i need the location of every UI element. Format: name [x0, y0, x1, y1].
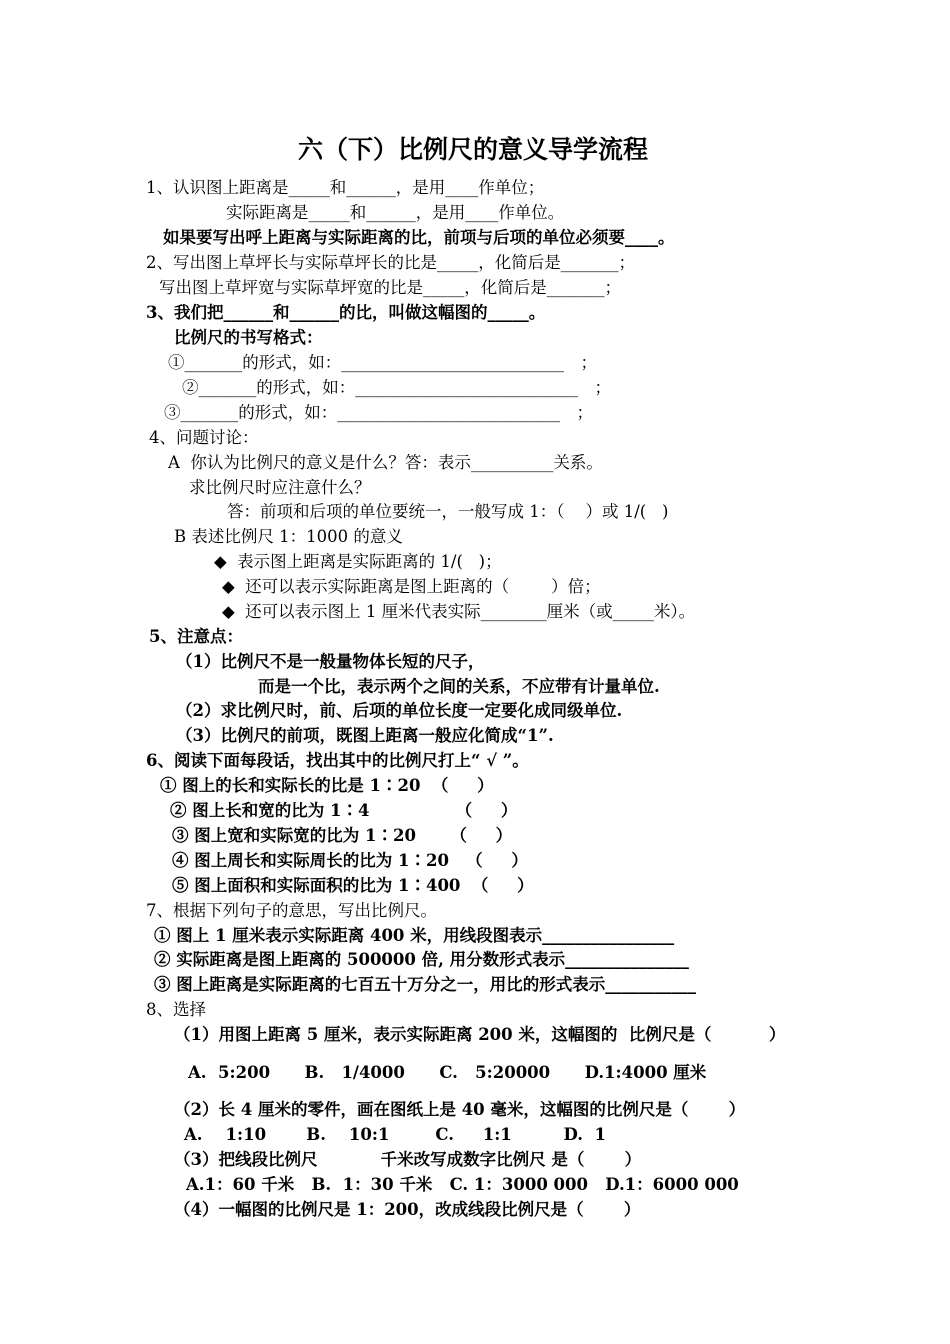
item-1-line-3: 如果要写出呼上距离与实际距离的比，前项与后项的单位必须要____。 — [163, 228, 675, 247]
item-3-format-2: ②_______的形式，如：___________________________ ； — [182, 378, 611, 397]
item-4-question-a: A 你认为比例尺的意义是什么？答：表示__________关系。 — [168, 453, 603, 472]
item-5-note-1b: 而是一个比，表示两个之间的关系，不应带有计量单位. — [258, 677, 660, 696]
item-4-heading: 4、问题讨论： — [149, 428, 259, 447]
item-4-question-b: B 表述比例尺 1：1000 的意义 — [174, 527, 403, 546]
item-3-format-heading: 比例尺的书写格式： — [174, 328, 323, 347]
item-4-question-a2: 求比例尺时应注意什么？ — [189, 478, 371, 497]
item-5-note-1: （1）比例尺不是一般量物体长短的尺子， — [176, 652, 485, 671]
item-6-heading: 6、阅读下面每段话，找出其中的比例尺打上“ √ ”。 — [146, 751, 529, 770]
item-6-option-1: ① 图上的长和实际长的比是 1∶20 （ ） — [160, 776, 494, 795]
item-4-answer-a2: 答：前项和后项的单位要统一，一般写成 1：（ ）或 1/( ) — [227, 502, 669, 521]
item-6-option-5: ⑤ 图上面积和实际面积的比为 1∶400 （ ） — [172, 876, 534, 895]
item-1-line-2: 实际距离是_____和______，是用____作单位。 — [226, 203, 565, 222]
page-title: 六（下）比例尺的意义导学流程 — [298, 135, 649, 164]
item-7-question-1: ① 图上 1 厘米表示实际距离 400 米，用线段图表示________________ — [154, 926, 675, 945]
item-2-line-1: 2、写出图上草坪长与实际草坪长的比是_____，化简后是_______； — [146, 253, 635, 272]
item-6-option-4: ④ 图上周长和实际周长的比为 1∶20 （ ） — [172, 851, 528, 870]
item-5-note-2: （2）求比例尺时，前、后项的单位长度一定要化成同级单位. — [176, 701, 623, 720]
item-3-format-1: ①_______的形式，如：___________________________ ； — [168, 353, 597, 372]
item-8-question-4: （4）一幅图的比例尺是 1：200，改成线段比例尺是（ ） — [174, 1200, 641, 1219]
item-4-bullet-2: ◆ 还可以表示实际距离是图上距离的（ ）倍； — [222, 577, 601, 596]
item-8-choices-1: A. 5:200 B. 1/4000 C. 5:20000 D.1:4000 厘米 — [188, 1063, 707, 1082]
item-6-option-3: ③ 图上宽和实际宽的比为 1∶20 （ ） — [172, 826, 513, 845]
item-8-question-1: （1）用图上距离 5 厘米，表示实际距离 200 米，这幅图的 比例尺是（ ） — [174, 1025, 786, 1044]
item-7-question-2: ② 实际距离是图上距离的 500000 倍, 用分数形式表示_______________ — [154, 950, 689, 969]
item-7-heading: 7、根据下列句子的意思，写出比例尺。 — [146, 901, 437, 920]
item-4-bullet-1: ◆ 表示图上距离是实际距离的 1/( )； — [214, 552, 502, 571]
item-8-question-2: （2）长 4 厘米的零件，画在图纸上是 40 毫米，这幅图的比例尺是（ ） — [174, 1100, 746, 1119]
item-7-question-3: ③ 图上距离是实际距离的七百五十万分之一，用比的形式表示___________ — [154, 975, 696, 994]
item-5-heading: 5、注意点： — [149, 627, 243, 646]
item-1-line-1: 1、认识图上距离是_____和______，是用____作单位； — [146, 178, 545, 197]
item-8-heading: 8、选择 — [146, 1000, 206, 1019]
item-8-question-3: （3）把线段比例尺 千米改写成数字比例尺 是（ ） — [174, 1150, 642, 1169]
item-6-option-2: ② 图上长和宽的比为 1∶4 （ ） — [170, 801, 518, 820]
item-8-choices-3: A.1：60 千米 B. 1：30 千米 C. 1：3000 000 D.1：6000 000 — [186, 1175, 739, 1194]
item-4-bullet-3: ◆ 还可以表示图上 1 厘米代表实际________厘米（或_____米）。 — [222, 602, 696, 621]
item-3-format-3: ③_______的形式，如：___________________________ ； — [164, 403, 593, 422]
item-2-line-2: 写出图上草坪宽与实际草坪宽的比是_____，化简后是_______； — [159, 278, 621, 297]
item-3-line-1: 3、我们把______和______的比，叫做这幅图的_____。 — [146, 303, 546, 322]
item-8-choices-2: A. 1:10 B. 10:1 C. 1:1 D. 1 — [184, 1125, 606, 1144]
item-5-note-3: （3）比例尺的前项，既图上距离一般应化简成“1”. — [176, 726, 554, 745]
